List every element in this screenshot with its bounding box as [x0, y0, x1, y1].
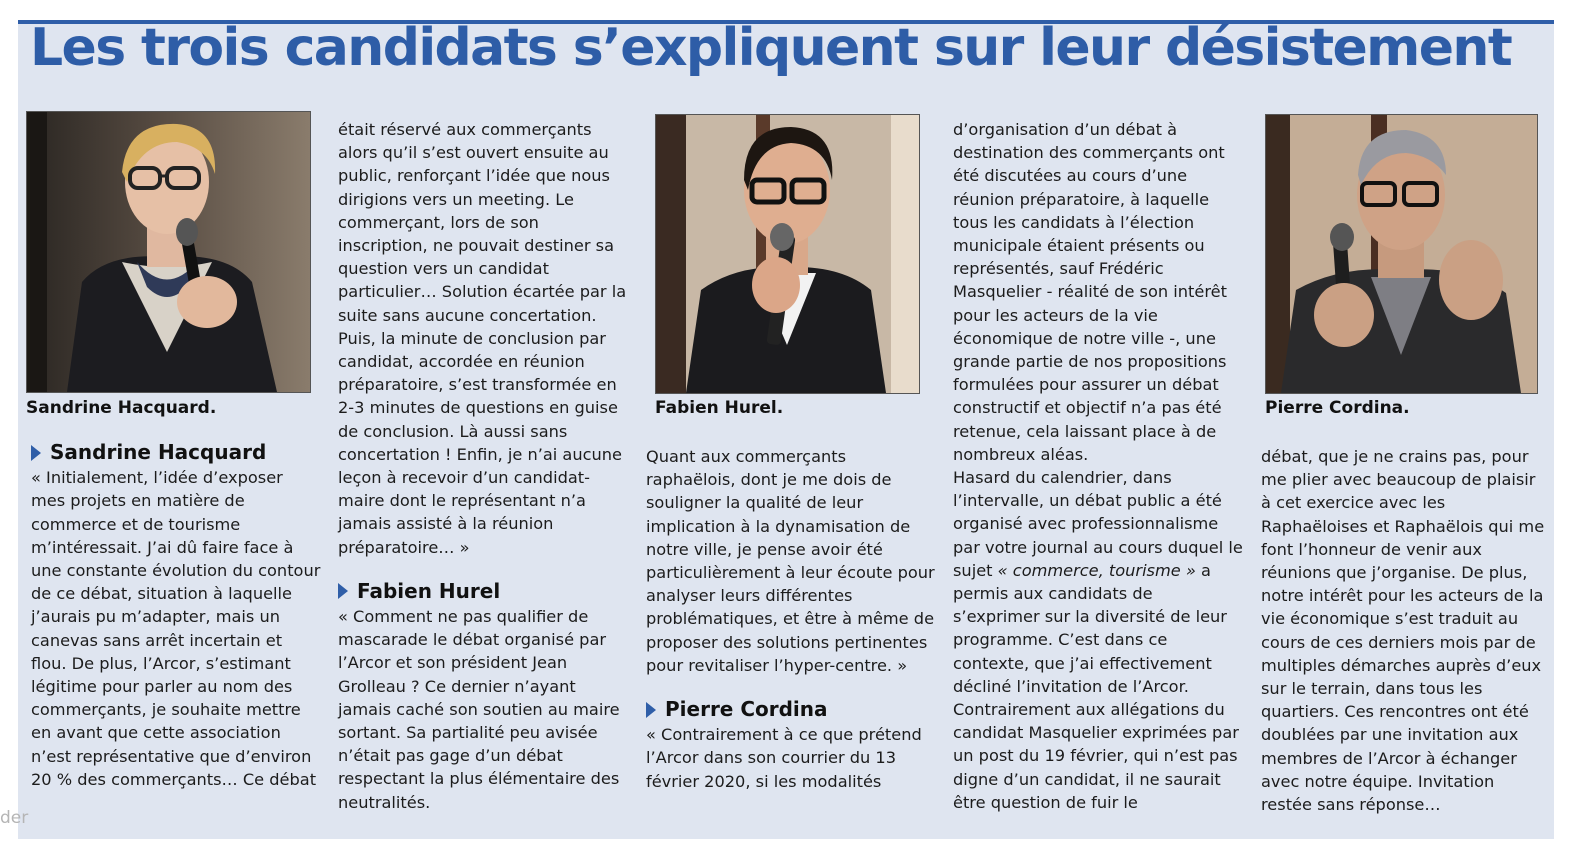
subhead-sandrine-hacquard: [31, 441, 321, 464]
body-text: [953, 466, 1243, 814]
subhead-pierre-cordina: [646, 698, 936, 721]
portrait-woman-image: [27, 112, 310, 392]
subhead-text: Pierre Cordina: [665, 697, 828, 722]
photo-caption-3: Pierre Cordina.: [1265, 398, 1410, 418]
column-5: [1261, 445, 1549, 816]
triangle-bullet-icon: [646, 702, 656, 718]
photo-caption-1: Sandrine Hacquard.: [26, 398, 217, 418]
portrait-man-image: [1266, 115, 1537, 393]
column-3: [646, 445, 936, 793]
body-text: était réservé aux commerçants alors qu’il s’est ouvert ensuite au public, renforçant l’idée que nous dirigions vers un meeting. Le commerçant, lors de son inscription, ne pouvait destiner sa question vers un candidat particulier… Solution écartée par la suite sans aucune concertation. Puis, la minute de conclusion par candidat, accordée en réunion préparatoire, s’est transformée en 2-3 minutes de questions en guise de conclusion. Là aussi sans concertation ! Enfin, je n’ai aucune leçon à recevoir d’un candidat-maire dont le représentant n’a jamais assisté à la réunion préparatoire… »: [338, 120, 627, 557]
photo-fabien-hurel: [655, 114, 920, 394]
body-text-part: a permis aux candidats de s’exprimer sur la diversité de leur programme. C’est dans ce contexte, que j’ai effectivement décliné l’invitation de l’Arcor. Contrairement aux allégations du candidat Masquelier exprimées par un post du 19 février, qui n’est pas digne d’un candidat, il ne saurait être question de fuir le: [953, 560, 1239, 812]
subhead-text: Fabien Hurel: [357, 578, 501, 603]
body-text-part: Hasard du calendrier, dans l’intervalle, un débat public a été organisé avec professionnalisme par votre journal au cours duquel le sujet: [953, 468, 1243, 580]
triangle-bullet-icon: [31, 445, 41, 461]
body-text: débat, que je ne crains pas, pour me plier avec beaucoup de plaisir à cet exercice avec les Raphaëloises et Raphaëlois qui me font l’honneur de venir aux réunions que j’organise. De plus, notre intérêt pour les acteurs de la vie économique s’est traduit au cours de ces derniers mois par de multiples démarches auprès d’eux sur le terrain, dans tous les quartiers. Ces rencontres ont été doublées par une invitation aux membres de l’Arcor à échanger avec notre équipe. Invitation restée sans réponse…: [1261, 447, 1545, 815]
photo-caption-2: Fabien Hurel.: [655, 398, 784, 418]
headline: Les trois candidats s’expliquent sur leur désistement: [30, 18, 1512, 78]
quoted-subject: « commerce, tourisme »: [997, 560, 1196, 580]
column-2: [338, 118, 630, 814]
triangle-bullet-icon: [338, 583, 348, 599]
portrait-man-image: [656, 115, 919, 393]
photo-pierre-cordina: [1265, 114, 1538, 394]
body-text: d’organisation d’un débat à destination des commerçants ont été discutées au cours d’une réunion préparatoire, à laquelle tous les candidats à l’élection municipale étaient présents ou représentés, sauf Frédéric Masquelier - réalité de son intérêt pour les acteurs de la vie économique de notre ville -, une grande partie de nos propositions formulées pour assurer un débat constructif et objectif n’a pas été retenue, cela laissant place à de nombreux aléas.: [953, 120, 1227, 464]
photo-sandrine-hacquard: [26, 111, 311, 393]
body-text: « Contrairement à ce que prétend l’Arcor dans son courrier du 13 février 2020, si les modalités: [646, 725, 922, 791]
body-text: « Initialement, l’idée d’exposer mes projets en matière de commerce et de tourisme m’intéressait. J’ai dû faire face à une constante évolution du contour de ce débat, situation à laquelle j’aurais pu m’adapter, mais un canevas sans arrêt incertain et flou. De plus, l’Arcor, s’estimant légitime pour parler au nom des commerçants, je souhaite mettre en avant que cette association n’est représentative que d’environ 20 % des commerçants… Ce débat: [31, 468, 321, 789]
body-text: Quant aux commerçants raphaëlois, dont je me dois de souligner la qualité de leur implication à la dynamisation de notre ville, je pense avoir été particulièrement à leur écoute pour analyser leurs différentes problématiques, et être à même de proposer des solutions pertinentes pour revitaliser l’hyper-centre. »: [646, 447, 935, 675]
column-1: [31, 441, 321, 791]
column-4: [953, 118, 1243, 814]
watermark-text: der: [0, 808, 29, 828]
subhead-fabien-hurel: [338, 580, 630, 603]
body-text: « Comment ne pas qualifier de mascarade le débat organisé par l’Arcor et son président Jean Grolleau ? Ce dernier n’ayant jamais caché son soutien au maire sortant. Sa partialité peu avisée n’était pas gage d’un débat respectant la plus élémentaire des neutralités.: [338, 607, 620, 812]
subhead-text: Sandrine Hacquard: [50, 440, 267, 464]
